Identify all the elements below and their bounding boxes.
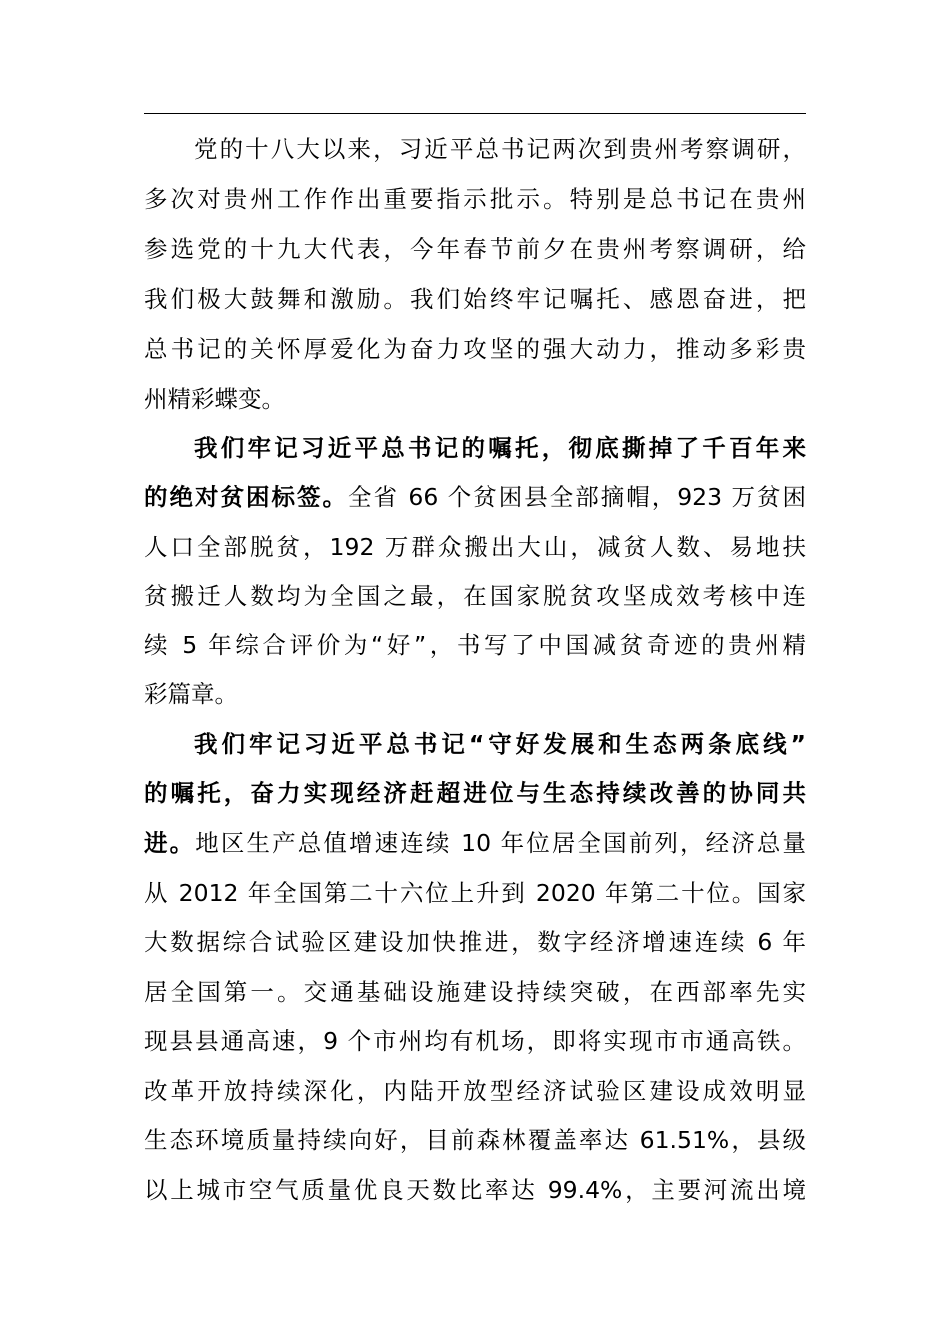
paragraph-1-line-5: 总书记的关怀厚爱化为奋力攻坚的强大动力，推动多彩贵 <box>144 335 806 363</box>
paragraph-2-text-part: 人口全部脱贫，192 万群众搬出大山，减贫人数、易地扶 <box>144 533 806 561</box>
paragraph-3-line-8 <box>144 1073 806 1109</box>
paragraph-3-text-part: 大数据综合试验区建设加快推进，数字经济增速连续 6 年 <box>144 928 806 956</box>
paragraph-3-text-part: 地区生产总值增速连续 10 年位居全国前列，经济总量 <box>195 829 807 857</box>
paragraph-2-heading-part: 我们牢记习近平总书记的嘱托，彻底撕掉了千百年来 <box>194 434 806 462</box>
paragraph-2-line-1 <box>194 430 806 466</box>
paragraph-3-line-7 <box>144 1023 806 1059</box>
paragraph-3-heading-part: 进。 <box>144 829 196 857</box>
paragraph-1-line-6: 州精彩蝶变。 <box>144 385 285 413</box>
paragraph-3-line-5 <box>144 924 806 960</box>
paragraph-1-line-4: 我们极大鼓舞和激励。我们始终牢记嘱托、感恩奋进，把 <box>144 285 806 313</box>
paragraph-3-text-part: 改革开放持续深化，内陆开放型经济试验区建设成效明显 <box>144 1077 806 1105</box>
paragraph-2-text-part: 续 5 年综合评价为“好”，书写了中国减贫奇迹的贵州精 <box>144 631 806 659</box>
paragraph-3-text-part: 居全国第一。交通基础设施建设持续突破，在西部率先实 <box>144 978 806 1006</box>
paragraph-3-heading-part: 我们牢记习近平总书记“守好发展和生态两条底线” <box>194 730 806 758</box>
paragraph-2-line-5 <box>144 627 806 663</box>
paragraph-3-line-4 <box>144 875 806 911</box>
paragraph-3-line-1 <box>194 726 806 762</box>
paragraph-3-heading-part: 的嘱托，奋力实现经济赶超进位与生态持续改善的协同共 <box>144 779 806 807</box>
paragraph-2-text-part: 贫搬迁人数均为全国之最，在国家脱贫攻坚成效考核中连 <box>144 582 806 610</box>
paragraph-3-line-3 <box>144 825 806 861</box>
paragraph-3-line-6 <box>144 974 806 1010</box>
paragraph-1-line-2: 多次对贵州工作作出重要指示批示。特别是总书记在贵州 <box>144 185 806 213</box>
paragraph-2-line-6 <box>144 676 238 712</box>
header-rule <box>144 113 806 114</box>
paragraph-2-line-4 <box>144 578 806 614</box>
paragraph-3-text-part: 现县县通高速，9 个市州均有机场，即将实现市市通高铁。 <box>144 1027 806 1055</box>
paragraph-3-text-part: 生态环境质量持续向好，目前森林覆盖率达 61.51%，县级 <box>144 1126 806 1154</box>
paragraph-3-line-2 <box>144 775 806 811</box>
paragraph-2-heading-part: 的绝对贫困标签。 <box>144 483 348 511</box>
paragraph-3-text-part: 从 2012 年全国第二十六位上升到 2020 年第二十位。国家 <box>144 879 806 907</box>
paragraph-2-line-2 <box>144 479 806 515</box>
paragraph-2-text-part: 全省 66 个贫困县全部摘帽，923 万贫困 <box>347 483 807 511</box>
paragraph-3-line-10 <box>144 1172 806 1208</box>
paragraph-2-text-part: 彩篇章。 <box>144 680 238 708</box>
paragraph-3-text-part: 以上城市空气质量优良天数比率达 99.4%，主要河流出境 <box>144 1176 806 1204</box>
paragraph-3-line-9 <box>144 1122 806 1158</box>
paragraph-1-line-3: 参选党的十九大代表，今年春节前夕在贵州考察调研，给 <box>144 235 806 263</box>
paragraph-1-line-1: 党的十八大以来，习近平总书记两次到贵州考察调研， <box>194 135 806 163</box>
paragraph-2-line-3 <box>144 529 806 565</box>
